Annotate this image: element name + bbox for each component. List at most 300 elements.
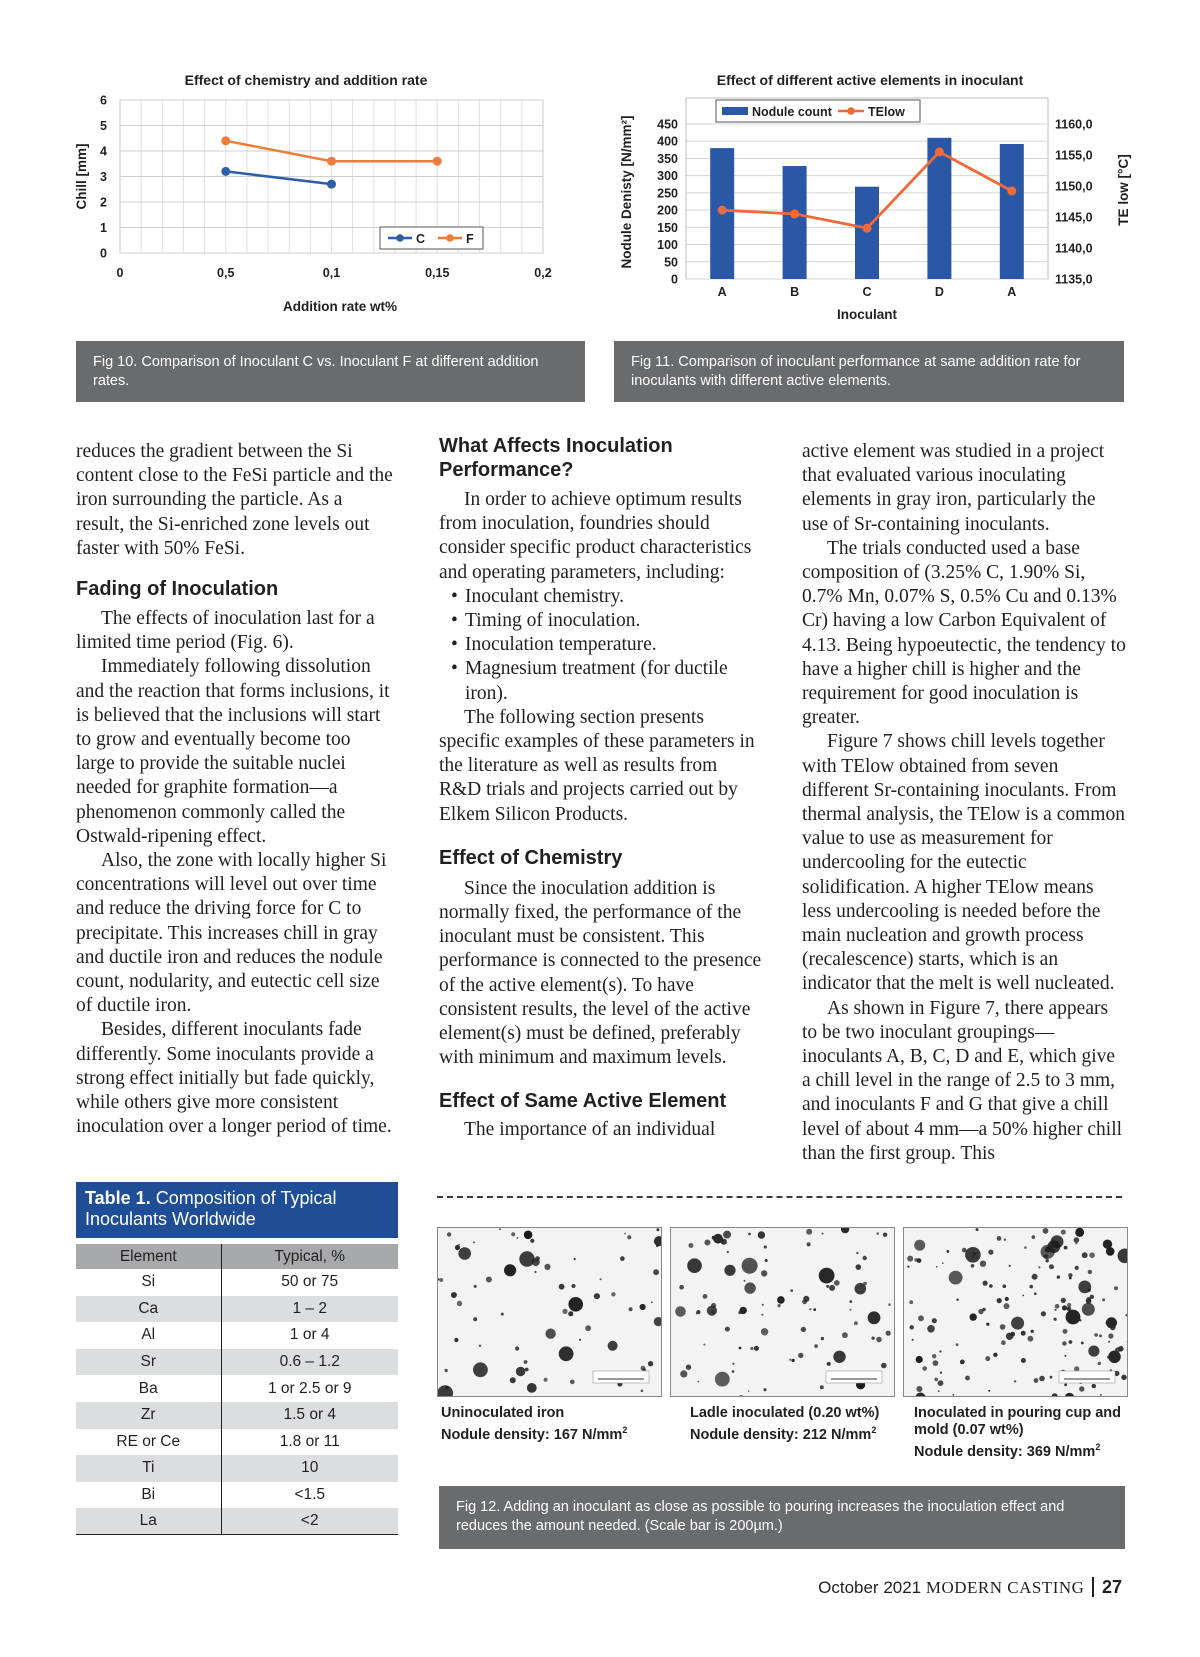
graphite-nodule (801, 1327, 806, 1332)
data-point-f (221, 136, 230, 145)
graphite-nodule (457, 1301, 462, 1306)
data-point-telow (790, 209, 799, 218)
graphite-nodule (608, 1341, 618, 1351)
graphite-nodule (993, 1353, 997, 1357)
micrograph-label-1 (441, 1405, 661, 1444)
graphite-nodule (881, 1363, 887, 1369)
bar-nodule-count (1000, 144, 1024, 279)
column-3 (802, 440, 1126, 1166)
graphite-nodule (956, 1343, 959, 1346)
graphite-nodule (559, 1346, 574, 1361)
graphite-nodule (627, 1235, 631, 1239)
graphite-nodule (1061, 1298, 1066, 1303)
graphite-nodule (978, 1309, 983, 1314)
graphite-nodule (765, 1259, 768, 1262)
graphite-nodule (455, 1245, 460, 1250)
composition-table (76, 1244, 398, 1535)
x-tick-label: 0 (116, 266, 124, 280)
graphite-nodule (863, 1256, 867, 1260)
graphite-nodule (907, 1256, 913, 1262)
graphite-nodule (517, 1237, 519, 1239)
list-item: • Magnesium treatment (for ductile iron). (439, 657, 763, 705)
graphite-nodule (1046, 1259, 1049, 1262)
graphite-nodule (1064, 1246, 1068, 1250)
graphite-nodule (624, 1233, 626, 1235)
typical-percent-cell: 50 or 75 (281, 1273, 339, 1291)
graphite-nodule (850, 1309, 852, 1311)
col1-paragraph: Also, the zone with locally higher Si concentrations will level out over time and reduce the driving force for C to precipitate. This increases chill in gray and ductile iron and reduces the nodule count, nodularity, and eutectic cell size of ductile iron. (76, 850, 387, 1017)
graphite-nodule (675, 1306, 686, 1317)
graphite-nodule (439, 1278, 443, 1282)
graphite-nodule (983, 1281, 988, 1286)
table-row (76, 1269, 398, 1296)
element-cell: La (76, 1508, 221, 1535)
graphite-nodule (1038, 1266, 1040, 1268)
graphite-nodule (640, 1304, 646, 1310)
graphite-nodule (1102, 1298, 1105, 1301)
graphite-nodule (724, 1265, 735, 1276)
graphite-nodule (934, 1378, 938, 1382)
graphite-nodule (826, 1285, 829, 1288)
list-item: • Inoculant chemistry. (439, 585, 763, 609)
graphite-nodule (754, 1346, 759, 1351)
graphite-nodule (789, 1359, 791, 1361)
table-row (76, 1349, 398, 1376)
graphite-nodule (842, 1332, 848, 1338)
graphite-nodule (438, 1385, 453, 1397)
graphite-nodule (744, 1280, 746, 1282)
graphite-nodule (1108, 1351, 1121, 1364)
factor-list (439, 585, 763, 706)
x-tick-label: A (717, 285, 727, 299)
graphite-nodule (932, 1354, 936, 1358)
graphite-nodule (841, 1228, 849, 1233)
graphite-nodule (1003, 1284, 1007, 1288)
graphite-nodule (942, 1262, 944, 1264)
page-number: 27 (1101, 1577, 1122, 1597)
list-item: • Timing of inoculation. (439, 609, 763, 633)
graphite-nodule (641, 1389, 644, 1392)
graphite-nodule (1092, 1384, 1096, 1388)
graphite-nodule (918, 1315, 924, 1321)
graphite-nodule (876, 1232, 879, 1235)
table-row (76, 1429, 398, 1456)
micrograph-density: Nodule density: 212 $N/mm^2$ (690, 1425, 877, 1443)
graphite-nodule (1127, 1340, 1128, 1344)
graphite-nodule (1029, 1285, 1033, 1289)
micrograph-image (904, 1228, 1128, 1397)
graphite-nodule (791, 1359, 794, 1362)
data-point-f (327, 157, 336, 166)
graphite-nodule (1088, 1270, 1092, 1274)
micrograph-density: Nodule density: 167 $N/mm^2$ (441, 1425, 628, 1443)
graphite-nodule (510, 1377, 516, 1383)
micrograph-ladle-inoculated (670, 1227, 895, 1397)
footer-separator (1092, 1577, 1094, 1597)
graphite-nodule (739, 1347, 742, 1350)
x-tick-label: D (934, 285, 944, 299)
graphite-nodule (723, 1231, 731, 1239)
scale-bar (593, 1371, 649, 1383)
graphite-nodule (933, 1360, 939, 1366)
typical-percent-cell: <2 (221, 1508, 398, 1535)
graphite-nodule (458, 1247, 471, 1260)
graphite-nodule (738, 1395, 743, 1397)
y-tick-label: 3 (100, 170, 107, 184)
table-row (76, 1455, 398, 1482)
y2-tick-label: 1135,0 (1055, 272, 1093, 287)
graphite-nodule (451, 1292, 457, 1298)
legend-label: C (416, 232, 426, 246)
graphite-nodule (821, 1337, 824, 1340)
graphite-nodule (938, 1390, 940, 1392)
data-point-telow (718, 206, 727, 215)
element-cell: Ca (76, 1296, 221, 1323)
graphite-nodule (1074, 1396, 1077, 1397)
graphite-nodule (1121, 1375, 1126, 1380)
col2-paragraph: In order to achieve optimum results from inoculation, foundries should consider specific product characteristics and operating parameters, including: (439, 489, 752, 583)
typical-percent-cell: 1 or 4 (289, 1326, 330, 1344)
graphite-nodule (1108, 1333, 1113, 1338)
graphite-nodule (1118, 1249, 1128, 1264)
graphite-nodule (559, 1284, 565, 1290)
element-cell: RE or Ce (76, 1429, 221, 1456)
x-tick-label: 0,1 (322, 266, 341, 280)
graphite-nodule (527, 1383, 537, 1393)
y2-axis-label: TE low [°C] (1116, 154, 1131, 226)
graphite-nodule (980, 1261, 986, 1267)
graphite-nodule (1000, 1324, 1006, 1330)
graphite-nodule (572, 1284, 576, 1288)
graphite-nodule (856, 1252, 858, 1254)
graphite-nodule (1011, 1317, 1024, 1330)
scale-bar (1059, 1371, 1115, 1383)
micrograph-density: Nodule density: 369 $N/mm^2$ (914, 1442, 1101, 1460)
x-tick-label: 0,2 (534, 266, 552, 280)
graphite-nodule (814, 1344, 818, 1348)
graphite-nodule (712, 1236, 716, 1240)
table-row (76, 1296, 398, 1323)
graphite-nodule (986, 1323, 989, 1326)
element-cell: Sr (76, 1349, 221, 1376)
graphite-nodule (910, 1325, 914, 1329)
micrograph-title: Uninoculated iron (441, 1405, 565, 1421)
graphite-nodule (703, 1294, 708, 1299)
graphite-nodule (997, 1298, 1002, 1303)
graphite-nodule (530, 1239, 534, 1243)
graphite-nodule (1074, 1237, 1080, 1243)
graphite-nodule (1041, 1245, 1055, 1259)
graphite-nodule (524, 1231, 533, 1240)
graphite-nodule (1114, 1286, 1118, 1290)
x-axis-label: Addition rate wt% (283, 299, 397, 314)
graphite-nodule (1055, 1304, 1060, 1309)
graphite-nodule (544, 1264, 550, 1270)
graphite-nodule (827, 1362, 831, 1366)
element-cell: Ti (76, 1455, 221, 1482)
col3-paragraph: active element was studied in a project that evaluated various inoculating elements in gray iron, particularly the use of Sr-containing inoculants. (802, 441, 1105, 535)
graphite-nodule (1075, 1242, 1077, 1244)
graphite-nodule (1023, 1295, 1025, 1297)
column-2 (439, 434, 763, 1143)
graphite-nodule (914, 1258, 918, 1262)
x-tick-label: 0,5 (217, 266, 235, 280)
graphite-nodule (912, 1339, 914, 1341)
col1-paragraph: The effects of inoculation last for a limited time period (Fig. 6). (76, 608, 375, 654)
y-tick-label: 6 (100, 93, 107, 108)
graphite-nodule (501, 1313, 504, 1316)
y-tick-label: 350 (657, 151, 678, 166)
graphite-nodule (956, 1299, 958, 1301)
graphite-nodule (761, 1328, 768, 1335)
graphite-nodule (806, 1229, 812, 1235)
graphite-nodule (654, 1236, 662, 1246)
graphite-nodule (704, 1240, 710, 1246)
graphite-nodule (1004, 1239, 1006, 1241)
y-tick-label: 250 (657, 186, 678, 201)
graphite-nodule (976, 1228, 979, 1231)
graphite-nodule (524, 1360, 528, 1364)
graphite-nodule (1069, 1277, 1072, 1280)
graphite-nodule (1032, 1274, 1038, 1280)
micrograph-title: Ladle inoculated (0.20 wt%) (690, 1405, 880, 1421)
graphite-nodule (732, 1370, 735, 1373)
col3-paragraph: As shown in Figure 7, there appears to be two inoculant groupings—inoculants A, B, C, D and E, which give a chill level in the range of 2.5 to 3 mm, and inoculants F and G that give a chill level of about 4 mm—a 50% higher chill than the first group. This (802, 997, 1123, 1164)
graphite-nodule (803, 1296, 809, 1302)
graphite-nodule (1052, 1393, 1058, 1397)
graphite-nodule (574, 1258, 576, 1260)
graphite-nodule (516, 1367, 526, 1377)
data-point-telow (1007, 186, 1016, 195)
graphite-nodule (711, 1303, 716, 1308)
magazine-name: MODERN CASTING (925, 1578, 1085, 1597)
graphite-nodule (1062, 1341, 1066, 1345)
graphite-nodule (438, 1278, 440, 1281)
graphite-nodule (1006, 1333, 1013, 1340)
legend-label: Nodule count (752, 105, 832, 119)
graphite-nodule (486, 1277, 492, 1283)
col2-paragraph: The following section presents specific examples of these parameters in the literature as well as results from R&D trials and projects carried out by Elkem Silicon Products. (439, 706, 755, 825)
graphite-nodule (763, 1388, 766, 1391)
graphite-nodule (790, 1289, 793, 1292)
graphite-nodule (949, 1271, 963, 1285)
graphite-nodule (1001, 1340, 1006, 1345)
graphite-nodule (960, 1360, 965, 1365)
graphite-nodule (939, 1350, 941, 1352)
graphite-nodule (762, 1304, 764, 1306)
graphite-nodule (1079, 1319, 1081, 1321)
table-row (76, 1508, 398, 1535)
y2-tick-label: 1150,0 (1055, 179, 1093, 194)
y-tick-label: 200 (657, 203, 678, 218)
y-tick-label: 1 (100, 221, 107, 235)
graphite-nodule (813, 1308, 816, 1311)
graphite-nodule (641, 1366, 646, 1371)
element-cell: Al (76, 1322, 221, 1349)
table-title-text: Composition of Typical Inoculants Worldwide (85, 1188, 337, 1229)
legend-swatch-bar (722, 107, 748, 115)
graphite-nodule (758, 1231, 765, 1238)
y-tick-label: 300 (657, 169, 678, 184)
chart-chill-vs-addition-rate (60, 60, 590, 330)
graphite-nodule (871, 1337, 874, 1340)
graphite-nodule (909, 1300, 913, 1304)
issue-date: October 2021 (818, 1578, 922, 1597)
graphite-nodule (748, 1233, 751, 1236)
legend-swatch-marker (847, 107, 855, 115)
graphite-nodule (703, 1344, 705, 1346)
x-tick-label: B (790, 285, 800, 299)
graphite-nodule (620, 1256, 625, 1261)
graphite-nodule (1125, 1314, 1128, 1317)
graphite-nodule (680, 1370, 687, 1377)
typical-percent-cell: 1 – 2 (221, 1296, 398, 1323)
legend-swatch-marker (446, 234, 454, 242)
fig10-caption: Fig 10. Comparison of Inoculant C vs. Inoculant F at different addition rates. (76, 341, 585, 402)
graphite-nodule (997, 1236, 1002, 1241)
graphite-nodule (1021, 1331, 1026, 1336)
graphite-nodule (458, 1244, 460, 1246)
graphite-nodule (473, 1241, 475, 1243)
graphite-nodule (568, 1311, 573, 1316)
data-point-c (221, 167, 230, 176)
graphite-nodule (545, 1329, 555, 1339)
graphite-nodule (535, 1256, 540, 1261)
graphite-nodule (876, 1337, 882, 1343)
graphite-nodule (807, 1242, 811, 1246)
graphite-nodule (715, 1372, 730, 1387)
graphite-nodule (1050, 1376, 1053, 1379)
graphite-nodule (1054, 1318, 1057, 1321)
micrograph-label-2 (690, 1405, 905, 1444)
graphite-nodule (886, 1331, 891, 1336)
scale-bar (826, 1371, 882, 1383)
bar-nodule-count (783, 166, 807, 279)
graphite-nodule (473, 1317, 477, 1321)
graphite-nodule (1078, 1281, 1091, 1294)
graphite-nodule (525, 1368, 529, 1372)
y-tick-label: 50 (664, 255, 678, 270)
graphite-nodule (973, 1253, 975, 1255)
typical-percent-cell: 1.5 or 4 (221, 1402, 398, 1429)
graphite-nodule (732, 1363, 734, 1365)
table-row (76, 1402, 398, 1429)
heading-fading-of-inoculation: Fading of Inoculation (76, 578, 279, 601)
y-tick-label: 5 (100, 119, 107, 133)
graphite-nodule (761, 1314, 763, 1316)
graphite-nodule (1034, 1378, 1039, 1383)
graphite-nodule (970, 1313, 977, 1320)
graphite-nodule (1021, 1358, 1026, 1363)
col3-paragraph: The trials conducted used a base composition of (3.25% C, 1.90% Si, 0.7% Mn, 0.07% S, 0.5% Cu and 0.13% Cr) having a low Carbon Equivalent of 4.13. Being hypoeutectic, the tendency to have a higher chill is higher and the requirement for good inoculation is greater. (802, 537, 1126, 729)
graphite-nodule (1100, 1394, 1102, 1396)
micrograph-image (671, 1228, 895, 1397)
graphite-nodule (696, 1310, 700, 1314)
heading-effect-of-chemistry: Effect of Chemistry (439, 846, 623, 869)
col1-paragraph: Immediately following dissolution and the reaction that forms inclusions, it is believed that the inclusions will start to grow and eventually become too large to provide the suitable nuclei needed for graphite formation—a phenomenon commonly called the Ostwald-ripening effect. (76, 656, 390, 847)
graphite-nodule (863, 1282, 867, 1286)
graphite-nodule (1106, 1247, 1115, 1256)
y2-tick-label: 1140,0 (1055, 241, 1093, 256)
graphite-nodule (1082, 1252, 1088, 1258)
graphite-nodule (473, 1362, 488, 1377)
y-tick-label: 4 (100, 144, 107, 159)
graphite-nodule (1107, 1356, 1110, 1359)
graphite-nodule (888, 1303, 891, 1306)
graphite-nodule (721, 1239, 727, 1245)
graphite-nodule (1110, 1325, 1116, 1331)
graphite-nodule (740, 1307, 747, 1314)
y-tick-label: 450 (657, 117, 678, 132)
graphite-nodule (1034, 1292, 1037, 1295)
graphite-nodule (750, 1347, 753, 1350)
graphite-nodule (712, 1310, 716, 1314)
table-header-row (76, 1244, 398, 1269)
data-point-f (433, 157, 442, 166)
legend-swatch-marker (396, 234, 404, 242)
graphite-nodule (686, 1365, 691, 1370)
micrograph-uninoculated (437, 1227, 662, 1397)
graphite-nodule (568, 1297, 583, 1312)
graphite-nodule (1028, 1336, 1034, 1342)
graphite-nodule (819, 1268, 835, 1284)
typical-percent-cell: 0.6 – 1.2 (221, 1349, 398, 1376)
graphite-nodule (965, 1376, 970, 1381)
micrograph-title: Inoculated in pouring cup and mold (0.07 wt%) (914, 1405, 1122, 1438)
graphite-nodule (594, 1293, 600, 1299)
graphite-nodule (1086, 1298, 1092, 1304)
data-point-telow (935, 147, 944, 156)
graphite-nodule (1075, 1228, 1084, 1237)
graphite-nodule (854, 1321, 858, 1325)
graphite-nodule (914, 1240, 925, 1251)
graphite-nodule (985, 1356, 990, 1361)
graphite-nodule (653, 1269, 659, 1275)
graphite-nodule (1009, 1265, 1011, 1267)
graphite-nodule (856, 1264, 862, 1270)
chart-nodule-density-by-inoculant (612, 60, 1142, 330)
graphite-nodule (1106, 1320, 1112, 1326)
graphite-nodule (544, 1378, 548, 1382)
y-tick-label: 150 (657, 220, 678, 235)
column-1 (76, 440, 394, 1139)
graphite-nodule (922, 1366, 927, 1371)
table-row (76, 1375, 398, 1402)
table-row (76, 1322, 398, 1349)
graphite-nodule (534, 1271, 536, 1273)
typical-percent-cell: <1.5 (294, 1486, 326, 1504)
graphite-nodule (822, 1233, 824, 1235)
col1-paragraph: reduces the gradient between the Si content close to the FeSi particle and the iron surrounding the particle. As a result, the Si-enriched zone levels out faster with 50% FeSi. (76, 441, 393, 559)
graphite-nodule (688, 1243, 693, 1248)
element-cell: Ba (76, 1375, 221, 1402)
graphite-nodule (1061, 1230, 1066, 1235)
y-tick-label: 2 (100, 195, 107, 210)
element-cell: Zr (76, 1402, 221, 1429)
data-point-c (327, 180, 336, 189)
graphite-nodule (1094, 1333, 1098, 1337)
graphite-nodule (1075, 1266, 1079, 1270)
graphite-nodule (883, 1233, 887, 1237)
col1-paragraph: Besides, different inoculants fade differently. Some inoculants provide a strong effect initially but fade quickly, while others give more consistent inoculation over a longer period of time. (76, 1019, 392, 1138)
graphite-nodule (916, 1356, 923, 1363)
graphite-nodule (1064, 1383, 1067, 1386)
graphite-nodule (1063, 1329, 1068, 1334)
y-axis-label: Chill [mm] (74, 143, 89, 210)
graphite-nodule (809, 1308, 811, 1310)
y-tick-label: 400 (657, 134, 678, 149)
graphite-nodule (1062, 1305, 1067, 1310)
